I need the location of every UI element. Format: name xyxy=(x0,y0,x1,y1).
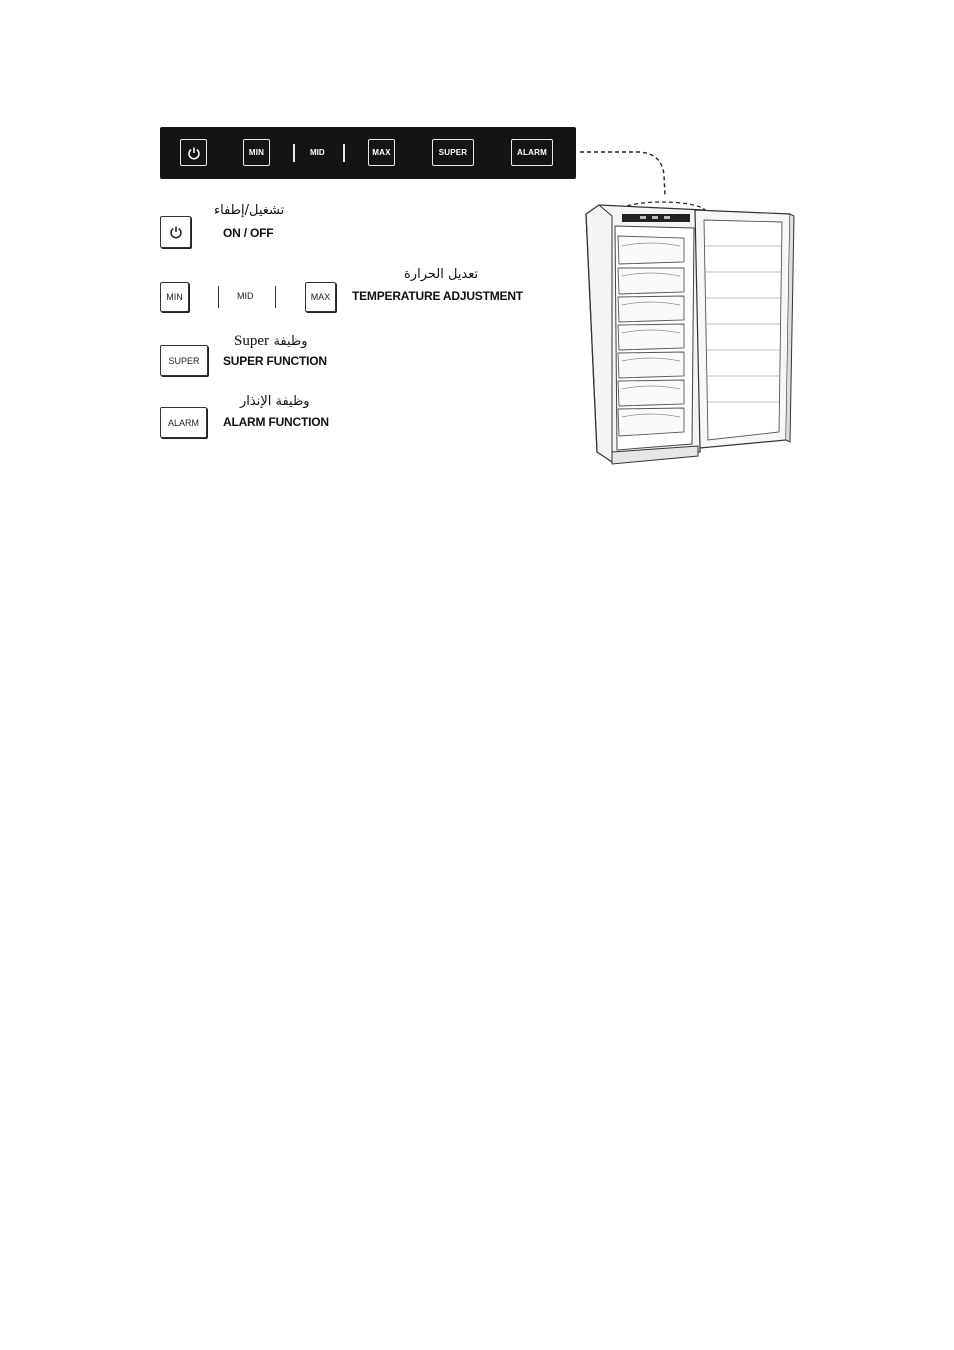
on-off-english-label: ON / OFF xyxy=(223,226,274,240)
panel-min-button[interactable]: MIN xyxy=(243,139,270,166)
legend-mid-label: MID xyxy=(237,291,254,301)
legend-min-button: MIN xyxy=(160,282,189,312)
panel-super-button[interactable]: SUPER xyxy=(432,139,474,166)
power-icon xyxy=(169,225,183,239)
panel-alarm-button[interactable]: ALARM xyxy=(511,139,553,166)
alarm-english-label: ALARM FUNCTION xyxy=(223,415,329,429)
panel-max-button[interactable]: MAX xyxy=(368,139,395,166)
freezer-illustration xyxy=(0,0,954,500)
super-arabic-label xyxy=(234,332,308,350)
temperature-english-label: TEMPERATURE ADJUSTMENT xyxy=(352,289,523,303)
super-arabic-prefix: وظيفة xyxy=(273,334,308,349)
super-english-label: SUPER FUNCTION xyxy=(223,354,327,368)
super-word: Super xyxy=(234,333,269,349)
legend-super-button: SUPER xyxy=(160,345,208,376)
temperature-arabic-label: تعديل الحرارة xyxy=(404,267,479,282)
on-off-arabic-label: تشغيل/إطفاء xyxy=(214,203,285,218)
legend-separator xyxy=(275,286,276,308)
legend-alarm-button: ALARM xyxy=(160,407,207,438)
panel-mid-label[interactable]: MID xyxy=(310,148,325,157)
legend-power-button xyxy=(160,216,191,248)
alarm-arabic-label: وظيفة الإنذار xyxy=(240,394,310,409)
legend-max-button: MAX xyxy=(305,282,336,312)
legend-separator xyxy=(218,286,219,308)
